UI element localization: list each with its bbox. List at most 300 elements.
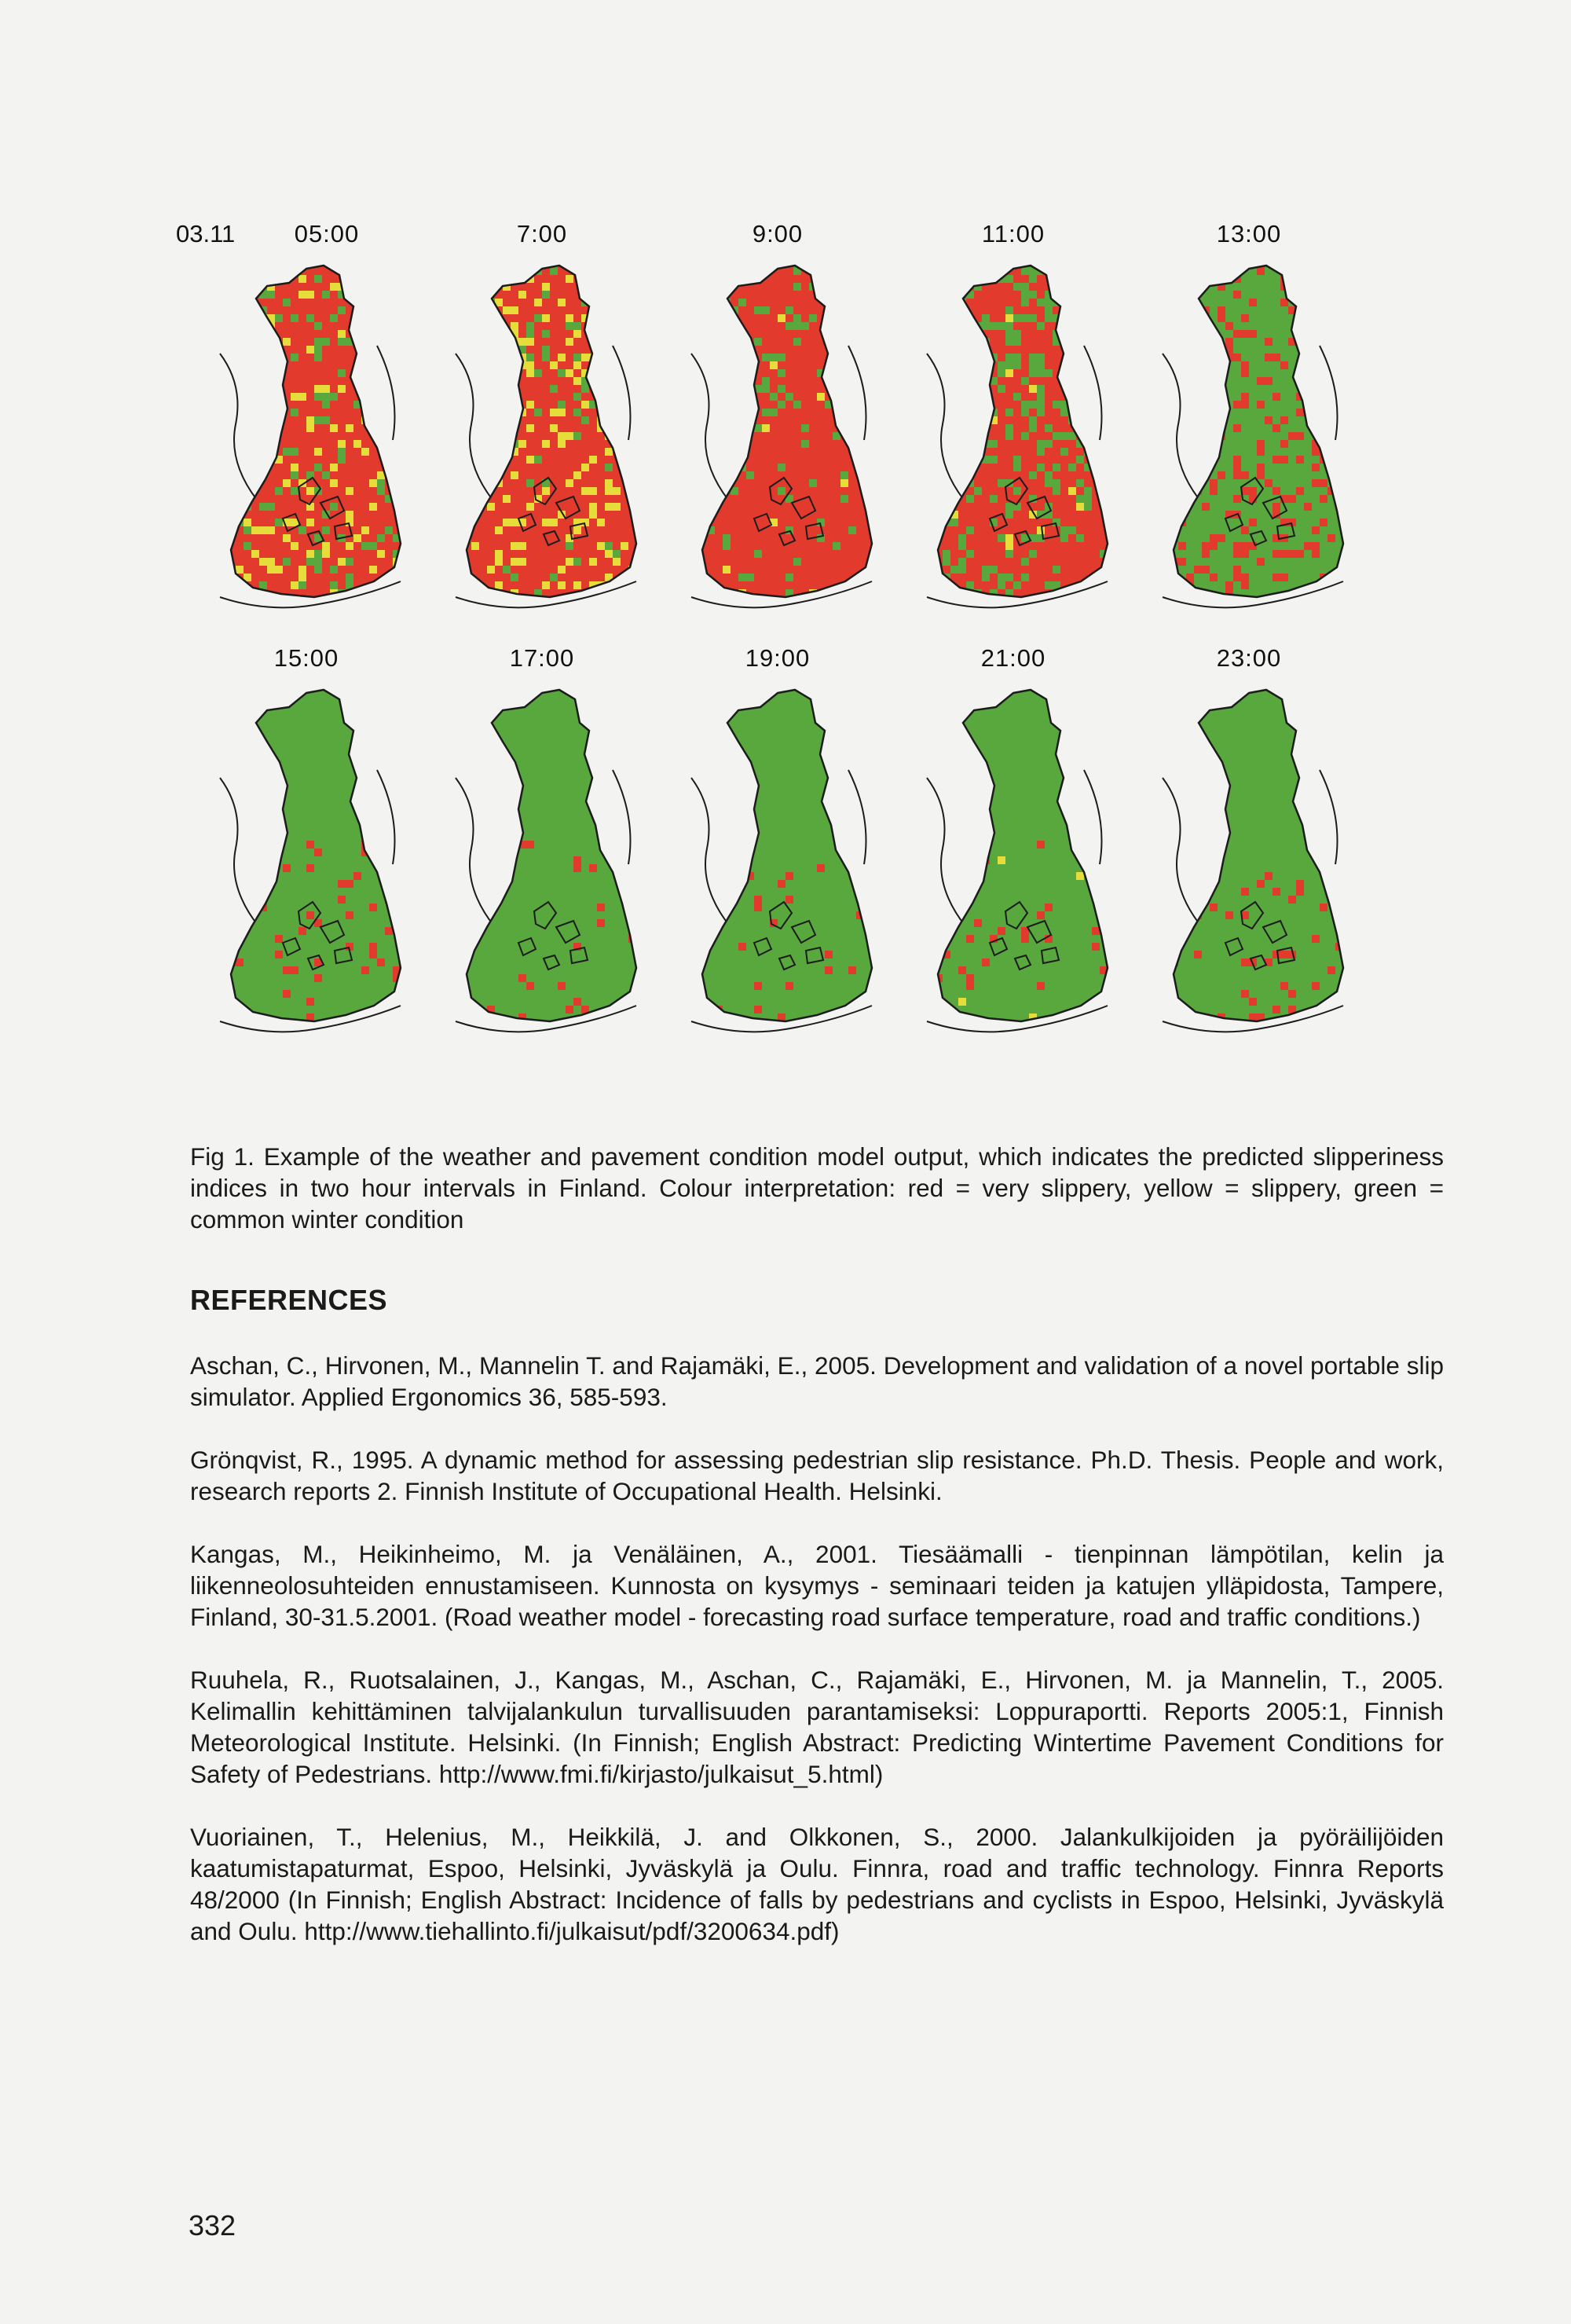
very-slippery-cell	[526, 267, 534, 275]
very-slippery-cell	[707, 424, 715, 432]
very-slippery-cell	[809, 322, 817, 330]
very-slippery-cell	[801, 338, 809, 346]
slippery-cell	[220, 306, 228, 314]
very-slippery-cell	[291, 574, 298, 581]
very-slippery-cell	[840, 542, 848, 550]
very-slippery-cell	[825, 534, 833, 542]
very-slippery-cell	[1053, 495, 1060, 503]
very-slippery-cell	[723, 346, 731, 354]
very-slippery-cell	[982, 550, 990, 558]
very-slippery-cell	[1045, 432, 1053, 440]
figure-caption: Fig 1. Example of the weather and pavement condition model output, which indicates the predicted slipperiness indices in two hour intervals in Finland. Colour interpretation: red = very slippery, yellow = slippery, green = common winter condition	[190, 1142, 1444, 1233]
very-slippery-cell	[738, 534, 746, 542]
very-slippery-cell	[840, 322, 848, 330]
very-slippery-cell	[754, 495, 762, 503]
very-slippery-cell	[495, 322, 503, 330]
very-slippery-cell	[848, 966, 856, 974]
very-slippery-cell	[715, 416, 723, 424]
very-slippery-cell	[691, 581, 699, 589]
finland-map	[189, 676, 424, 1053]
very-slippery-cell	[479, 456, 487, 464]
very-slippery-cell	[244, 259, 251, 267]
very-slippery-cell	[1068, 519, 1076, 526]
very-slippery-cell	[291, 550, 298, 558]
very-slippery-cell	[825, 951, 833, 959]
very-slippery-cell	[1060, 503, 1068, 511]
very-slippery-cell	[825, 566, 833, 574]
very-slippery-cell	[346, 911, 353, 919]
very-slippery-cell	[927, 432, 935, 440]
very-slippery-cell	[353, 456, 361, 464]
very-slippery-cell	[1194, 566, 1202, 574]
very-slippery-cell	[707, 377, 715, 385]
very-slippery-cell	[825, 259, 833, 267]
very-slippery-cell	[401, 346, 408, 354]
very-slippery-cell	[754, 566, 762, 574]
very-slippery-cell	[613, 299, 621, 306]
very-slippery-cell	[597, 283, 605, 291]
very-slippery-cell	[1076, 409, 1084, 416]
very-slippery-cell	[291, 424, 298, 432]
very-slippery-cell	[581, 550, 589, 558]
very-slippery-cell	[825, 416, 833, 424]
very-slippery-cell	[338, 542, 346, 550]
very-slippery-cell	[471, 354, 479, 361]
very-slippery-cell	[518, 495, 526, 503]
very-slippery-cell	[369, 558, 377, 566]
very-slippery-cell	[770, 314, 778, 322]
very-slippery-cell	[833, 471, 840, 479]
very-slippery-cell	[1108, 1014, 1115, 1021]
very-slippery-cell	[801, 471, 809, 479]
very-slippery-cell	[456, 448, 463, 456]
very-slippery-cell	[291, 966, 298, 974]
very-slippery-cell	[998, 456, 1005, 464]
map-panel	[424, 644, 660, 1053]
very-slippery-cell	[534, 275, 542, 283]
very-slippery-cell	[534, 385, 542, 393]
slippery-cell	[298, 566, 306, 574]
very-slippery-cell	[958, 456, 966, 464]
very-slippery-cell	[220, 291, 228, 299]
very-slippery-cell	[322, 479, 330, 487]
slippery-cell	[479, 401, 487, 409]
very-slippery-cell	[314, 283, 322, 291]
very-slippery-cell	[715, 409, 723, 416]
very-slippery-cell	[699, 291, 707, 299]
very-slippery-cell	[731, 464, 738, 471]
very-slippery-cell	[872, 314, 880, 322]
very-slippery-cell	[314, 424, 322, 432]
very-slippery-cell	[1021, 369, 1029, 377]
very-slippery-cell	[487, 589, 495, 597]
slippery-cell	[558, 354, 566, 361]
very-slippery-cell	[1249, 487, 1257, 495]
very-slippery-cell	[401, 511, 408, 519]
very-slippery-cell	[613, 495, 621, 503]
very-slippery-cell	[605, 322, 613, 330]
very-slippery-cell	[267, 534, 275, 542]
very-slippery-cell	[259, 495, 267, 503]
slippery-cell	[597, 519, 605, 526]
very-slippery-cell	[330, 471, 338, 479]
very-slippery-cell	[746, 322, 754, 330]
very-slippery-cell	[1218, 471, 1225, 479]
very-slippery-cell	[1320, 401, 1327, 409]
very-slippery-cell	[542, 464, 550, 471]
very-slippery-cell	[613, 275, 621, 283]
very-slippery-cell	[1084, 385, 1092, 393]
very-slippery-cell	[228, 503, 236, 511]
slippery-cell	[518, 440, 526, 448]
very-slippery-cell	[369, 526, 377, 534]
very-slippery-cell	[966, 841, 974, 849]
very-slippery-cell	[864, 314, 872, 322]
very-slippery-cell	[1084, 519, 1092, 526]
very-slippery-cell	[974, 566, 982, 574]
very-slippery-cell	[943, 369, 950, 377]
very-slippery-cell	[1108, 911, 1115, 919]
very-slippery-cell	[950, 346, 958, 354]
very-slippery-cell	[621, 597, 628, 605]
very-slippery-cell	[487, 519, 495, 526]
very-slippery-cell	[306, 864, 314, 872]
very-slippery-cell	[825, 314, 833, 322]
very-slippery-cell	[1005, 291, 1013, 299]
very-slippery-cell	[377, 597, 385, 605]
very-slippery-cell	[621, 409, 628, 416]
very-slippery-cell	[746, 511, 754, 519]
slippery-cell	[589, 487, 597, 495]
very-slippery-cell	[872, 479, 880, 487]
very-slippery-cell	[872, 393, 880, 401]
very-slippery-cell	[597, 377, 605, 385]
slippery-cell	[566, 369, 573, 377]
very-slippery-cell	[1060, 330, 1068, 338]
very-slippery-cell	[1076, 322, 1084, 330]
very-slippery-cell	[1005, 377, 1013, 385]
slippery-cell	[495, 275, 503, 283]
very-slippery-cell	[495, 432, 503, 440]
very-slippery-cell	[251, 534, 259, 542]
very-slippery-cell	[793, 479, 801, 487]
slippery-cell	[621, 542, 628, 550]
slippery-cell	[401, 448, 408, 456]
very-slippery-cell	[534, 291, 542, 299]
very-slippery-cell	[778, 306, 786, 314]
slippery-cell	[998, 856, 1005, 864]
slippery-cell	[550, 519, 558, 526]
very-slippery-cell	[534, 574, 542, 581]
very-slippery-cell	[778, 566, 786, 574]
very-slippery-cell	[346, 354, 353, 361]
very-slippery-cell	[715, 275, 723, 283]
very-slippery-cell	[244, 424, 251, 432]
very-slippery-cell	[361, 511, 369, 519]
very-slippery-cell	[974, 259, 982, 267]
very-slippery-cell	[291, 401, 298, 409]
very-slippery-cell	[275, 935, 283, 943]
very-slippery-cell	[487, 511, 495, 519]
slippery-cell	[613, 503, 621, 511]
very-slippery-cell	[731, 511, 738, 519]
very-slippery-cell	[950, 440, 958, 448]
very-slippery-cell	[825, 291, 833, 299]
very-slippery-cell	[558, 361, 566, 369]
very-slippery-cell	[1092, 943, 1100, 951]
slippery-cell	[542, 314, 550, 322]
very-slippery-cell	[1233, 471, 1241, 479]
very-slippery-cell	[723, 511, 731, 519]
very-slippery-cell	[393, 299, 401, 306]
very-slippery-cell	[738, 542, 746, 550]
very-slippery-cell	[817, 416, 825, 424]
very-slippery-cell	[267, 432, 275, 440]
very-slippery-cell	[982, 511, 990, 519]
very-slippery-cell	[1076, 558, 1084, 566]
slippery-cell	[534, 299, 542, 306]
very-slippery-cell	[1320, 299, 1327, 306]
very-slippery-cell	[935, 471, 943, 479]
very-slippery-cell	[943, 330, 950, 338]
very-slippery-cell	[283, 306, 291, 314]
very-slippery-cell	[1257, 401, 1265, 409]
slippery-cell	[306, 346, 314, 354]
very-slippery-cell	[251, 338, 259, 346]
very-slippery-cell	[369, 424, 377, 432]
very-slippery-cell	[950, 377, 958, 385]
very-slippery-cell	[511, 267, 518, 275]
very-slippery-cell	[864, 479, 872, 487]
very-slippery-cell	[943, 448, 950, 456]
very-slippery-cell	[1100, 299, 1108, 306]
very-slippery-cell	[605, 519, 613, 526]
slippery-cell	[628, 314, 636, 322]
very-slippery-cell	[809, 566, 817, 574]
very-slippery-cell	[228, 495, 236, 503]
very-slippery-cell	[1218, 534, 1225, 542]
slippery-cell	[613, 558, 621, 566]
very-slippery-cell	[463, 935, 471, 943]
slippery-cell	[487, 377, 495, 385]
very-slippery-cell	[809, 424, 817, 432]
very-slippery-cell	[966, 982, 974, 990]
very-slippery-cell	[314, 314, 322, 322]
very-slippery-cell	[259, 259, 267, 267]
very-slippery-cell	[542, 511, 550, 519]
very-slippery-cell	[1092, 542, 1100, 550]
very-slippery-cell	[558, 456, 566, 464]
slippery-cell	[244, 519, 251, 526]
very-slippery-cell	[1194, 275, 1202, 283]
very-slippery-cell	[691, 291, 699, 299]
very-slippery-cell	[628, 338, 636, 346]
very-slippery-cell	[534, 550, 542, 558]
very-slippery-cell	[1296, 456, 1304, 464]
very-slippery-cell	[487, 346, 495, 354]
very-slippery-cell	[621, 291, 628, 299]
very-slippery-cell	[1100, 259, 1108, 267]
very-slippery-cell	[691, 346, 699, 354]
very-slippery-cell	[401, 896, 408, 904]
very-slippery-cell	[377, 566, 385, 574]
very-slippery-cell	[479, 542, 487, 550]
very-slippery-cell	[385, 314, 393, 322]
very-slippery-cell	[503, 542, 511, 550]
very-slippery-cell	[1225, 589, 1233, 597]
very-slippery-cell	[220, 589, 228, 597]
very-slippery-cell	[723, 385, 731, 393]
very-slippery-cell	[1053, 346, 1060, 354]
very-slippery-cell	[1296, 487, 1304, 495]
very-slippery-cell	[982, 526, 990, 534]
very-slippery-cell	[738, 558, 746, 566]
very-slippery-cell	[691, 534, 699, 542]
very-slippery-cell	[1202, 542, 1210, 550]
slippery-cell	[283, 534, 291, 542]
very-slippery-cell	[762, 291, 770, 299]
slippery-cell	[495, 558, 503, 566]
slippery-cell	[503, 393, 511, 401]
very-slippery-cell	[1076, 487, 1084, 495]
very-slippery-cell	[998, 464, 1005, 471]
very-slippery-cell	[1092, 589, 1100, 597]
very-slippery-cell	[283, 291, 291, 299]
very-slippery-cell	[856, 503, 864, 511]
very-slippery-cell	[935, 456, 943, 464]
very-slippery-cell	[778, 424, 786, 432]
slippery-cell	[581, 354, 589, 361]
very-slippery-cell	[636, 542, 644, 550]
very-slippery-cell	[628, 1021, 636, 1029]
very-slippery-cell	[731, 409, 738, 416]
very-slippery-cell	[1060, 369, 1068, 377]
slippery-cell	[762, 424, 770, 432]
very-slippery-cell	[1076, 401, 1084, 409]
very-slippery-cell	[353, 314, 361, 322]
very-slippery-cell	[353, 511, 361, 519]
very-slippery-cell	[935, 338, 943, 346]
very-slippery-cell	[558, 393, 566, 401]
very-slippery-cell	[927, 519, 935, 526]
very-slippery-cell	[786, 448, 793, 456]
very-slippery-cell	[1108, 495, 1115, 503]
very-slippery-cell	[291, 322, 298, 330]
very-slippery-cell	[793, 471, 801, 479]
very-slippery-cell	[817, 479, 825, 487]
very-slippery-cell	[1060, 566, 1068, 574]
very-slippery-cell	[244, 275, 251, 283]
very-slippery-cell	[1013, 511, 1021, 519]
slippery-cell	[495, 259, 503, 267]
very-slippery-cell	[628, 911, 636, 919]
very-slippery-cell	[974, 361, 982, 369]
very-slippery-cell	[1273, 550, 1280, 558]
very-slippery-cell	[511, 526, 518, 534]
very-slippery-cell	[244, 299, 251, 306]
very-slippery-cell	[369, 550, 377, 558]
very-slippery-cell	[872, 550, 880, 558]
very-slippery-cell	[1084, 299, 1092, 306]
map-time-label: 23:00	[1216, 644, 1282, 672]
slippery-cell	[495, 550, 503, 558]
very-slippery-cell	[267, 542, 275, 550]
very-slippery-cell	[573, 369, 581, 377]
reference-item: Ruuhela, R., Ruotsalainen, J., Kangas, M., Aschan, C., Rajamäki, E., Hirvonen, M. ja Mannelin, T., 2005. Kelimallin kehittäminen talvijalankulun turvallisuuden parantamiseksi: Loppuraportti. Reports 2005:1, Finnish Meteorological Institute. Helsinki. (In Finnish; English Abstract: Predicting Wintertime Pavement Conditions for Safety of Pedestrians. http://www.fmi.fi/kirjasto/julkaisut_5.html)	[190, 1666, 1444, 1788]
very-slippery-cell	[715, 526, 723, 534]
very-slippery-cell	[369, 448, 377, 456]
very-slippery-cell	[998, 597, 1005, 605]
very-slippery-cell	[605, 346, 613, 354]
very-slippery-cell	[1178, 338, 1186, 346]
very-slippery-cell	[377, 519, 385, 526]
very-slippery-cell	[291, 259, 298, 267]
very-slippery-cell	[793, 542, 801, 550]
very-slippery-cell	[754, 574, 762, 581]
slippery-cell	[817, 393, 825, 401]
very-slippery-cell	[306, 911, 314, 919]
very-slippery-cell	[1108, 503, 1115, 511]
slippery-cell	[503, 377, 511, 385]
very-slippery-cell	[1108, 385, 1115, 393]
slippery-cell	[723, 566, 731, 574]
very-slippery-cell	[872, 519, 880, 526]
very-slippery-cell	[338, 409, 346, 416]
very-slippery-cell	[801, 314, 809, 322]
very-slippery-cell	[605, 283, 613, 291]
very-slippery-cell	[534, 424, 542, 432]
very-slippery-cell	[723, 409, 731, 416]
very-slippery-cell	[518, 566, 526, 574]
very-slippery-cell	[236, 448, 244, 456]
very-slippery-cell	[244, 393, 251, 401]
very-slippery-cell	[927, 330, 935, 338]
slippery-cell	[495, 401, 503, 409]
very-slippery-cell	[746, 346, 754, 354]
very-slippery-cell	[1076, 511, 1084, 519]
very-slippery-cell	[518, 322, 526, 330]
very-slippery-cell	[699, 479, 707, 487]
very-slippery-cell	[542, 558, 550, 566]
very-slippery-cell	[935, 259, 943, 267]
very-slippery-cell	[361, 267, 369, 275]
very-slippery-cell	[1257, 440, 1265, 448]
very-slippery-cell	[244, 440, 251, 448]
very-slippery-cell	[526, 471, 534, 479]
very-slippery-cell	[267, 330, 275, 338]
very-slippery-cell	[1021, 424, 1029, 432]
very-slippery-cell	[1068, 354, 1076, 361]
very-slippery-cell	[503, 511, 511, 519]
very-slippery-cell	[966, 393, 974, 401]
very-slippery-cell	[621, 550, 628, 558]
very-slippery-cell	[778, 542, 786, 550]
very-slippery-cell	[817, 864, 825, 872]
very-slippery-cell	[872, 597, 880, 605]
very-slippery-cell	[259, 550, 267, 558]
very-slippery-cell	[1021, 566, 1029, 574]
very-slippery-cell	[306, 409, 314, 416]
very-slippery-cell	[322, 464, 330, 471]
very-slippery-cell	[762, 574, 770, 581]
very-slippery-cell	[943, 495, 950, 503]
slippery-cell	[589, 558, 597, 566]
very-slippery-cell	[770, 346, 778, 354]
very-slippery-cell	[958, 354, 966, 361]
very-slippery-cell	[691, 566, 699, 574]
very-slippery-cell	[1273, 503, 1280, 511]
very-slippery-cell	[1273, 1006, 1280, 1014]
